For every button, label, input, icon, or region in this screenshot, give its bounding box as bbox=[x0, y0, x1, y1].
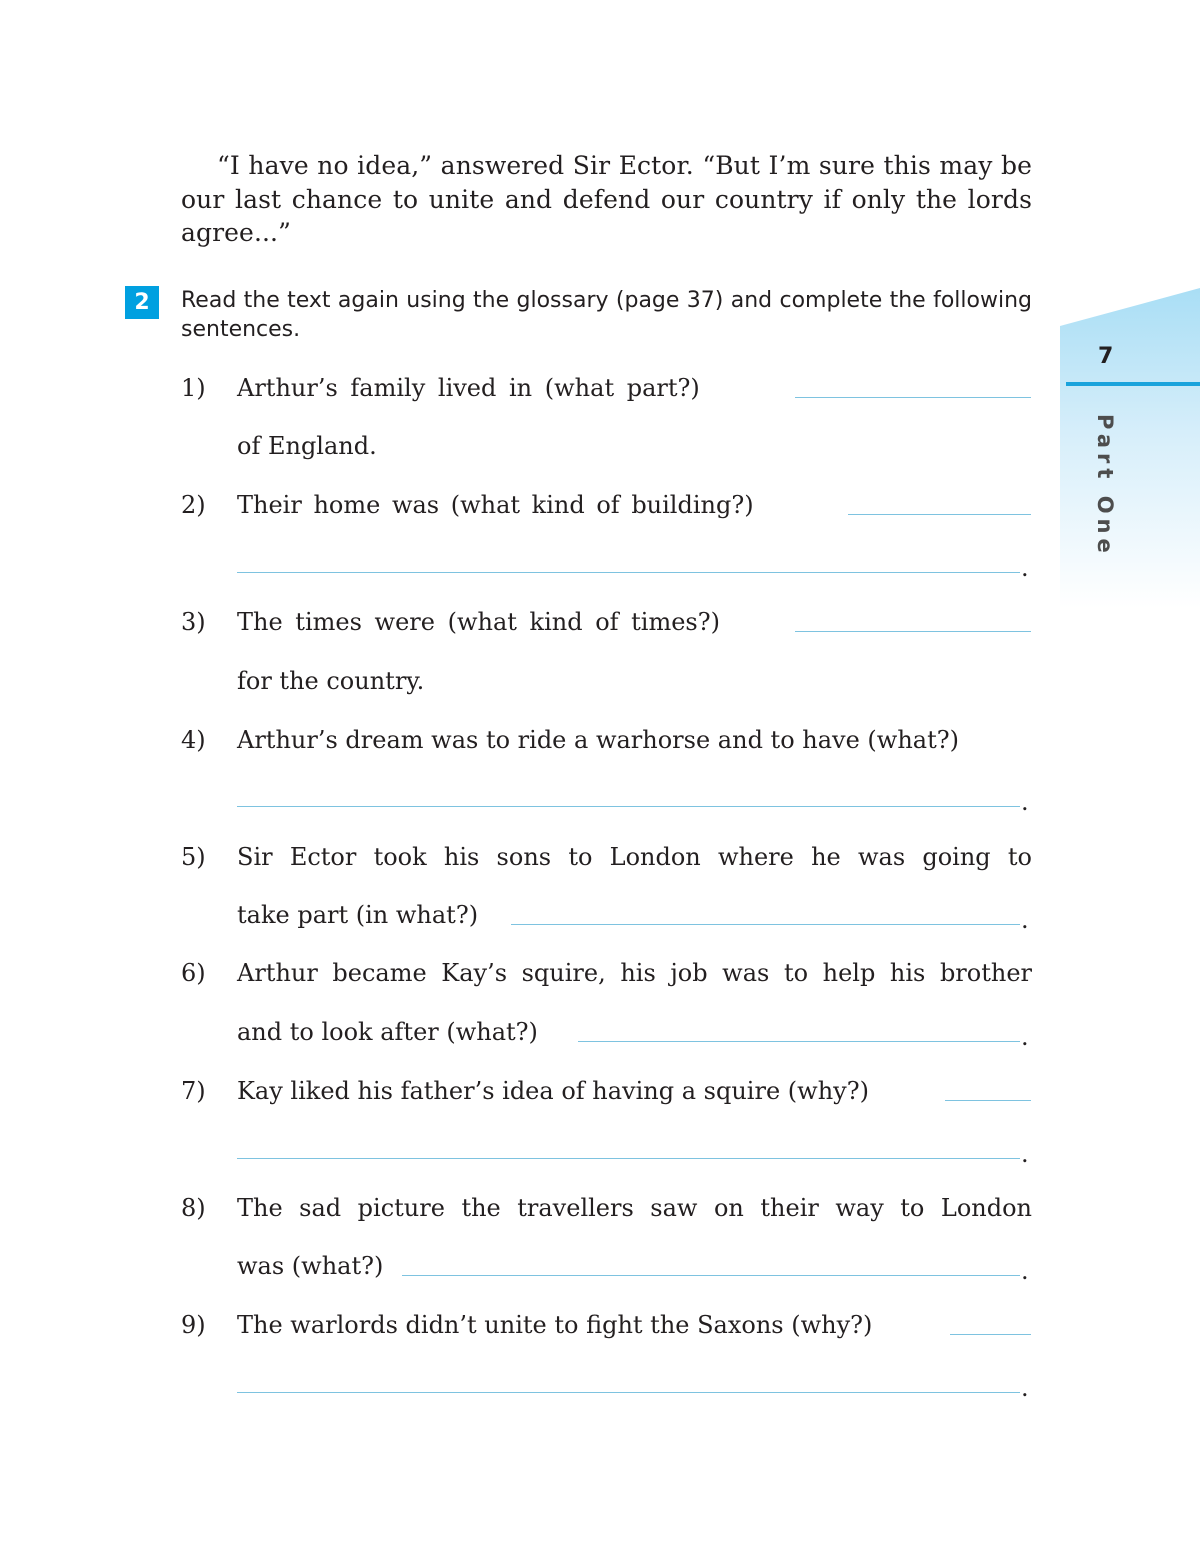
sentence-end: . bbox=[1021, 554, 1029, 582]
answer-blank[interactable] bbox=[237, 1392, 1020, 1393]
list-item bbox=[0, 1188, 1200, 1228]
item-text: Arthur became Kay’s squire, his job was to help his brother bbox=[237, 959, 1032, 987]
answer-blank[interactable] bbox=[848, 514, 1031, 515]
item-number: 4) bbox=[181, 726, 206, 754]
list-item bbox=[0, 1305, 1200, 1345]
item-number: 7) bbox=[181, 1077, 206, 1105]
item-number: 9) bbox=[181, 1311, 206, 1339]
list-item-continuation bbox=[0, 661, 1200, 701]
sentence-end: . bbox=[1021, 906, 1029, 934]
answer-blank[interactable] bbox=[511, 924, 1020, 925]
answer-blank[interactable] bbox=[795, 397, 1031, 398]
item-text: The warlords didn’t unite to fight the Saxons (why?) bbox=[237, 1311, 873, 1339]
item-text: Sir Ector took his sons to London where he was going to bbox=[237, 843, 1032, 871]
list-item-continuation bbox=[0, 1246, 1200, 1286]
item-number: 1) bbox=[181, 374, 206, 402]
list-item bbox=[0, 485, 1200, 525]
item-text: and to look after (what?) bbox=[237, 1018, 538, 1046]
item-text: Arthur’s dream was to ride a warhorse and to have (what?) bbox=[237, 726, 959, 754]
sentence-end: . bbox=[1021, 1140, 1029, 1168]
list-item-continuation bbox=[0, 426, 1200, 466]
item-text: The times were (what kind of times?) bbox=[237, 608, 720, 636]
list-item bbox=[0, 720, 1200, 760]
list-item bbox=[0, 602, 1200, 642]
item-text: take part (in what?) bbox=[237, 901, 479, 929]
list-item-continuation bbox=[0, 1012, 1200, 1052]
list-item bbox=[0, 837, 1200, 877]
list-item bbox=[0, 368, 1200, 408]
answer-blank[interactable] bbox=[402, 1275, 1020, 1276]
item-text: of England. bbox=[237, 432, 377, 460]
list-item-continuation bbox=[0, 895, 1200, 935]
page-number: 7 bbox=[1098, 344, 1114, 369]
answer-blank[interactable] bbox=[237, 572, 1020, 573]
answer-blank[interactable] bbox=[795, 631, 1031, 632]
item-number: 2) bbox=[181, 491, 206, 519]
list-item bbox=[0, 1071, 1200, 1111]
answer-blank[interactable] bbox=[950, 1334, 1031, 1335]
sentence-end: . bbox=[1021, 1257, 1029, 1285]
answer-blank[interactable] bbox=[237, 1158, 1020, 1159]
item-text: was (what?) bbox=[237, 1252, 384, 1280]
answer-blank[interactable] bbox=[945, 1100, 1031, 1101]
list-item bbox=[0, 953, 1200, 993]
quote-paragraph: “I have no idea,” answered Sir Ector. “But I’m sure this may be our last chance to unite and defend our country if only the lords agree...” bbox=[181, 151, 1032, 247]
sentence-end: . bbox=[1021, 1023, 1029, 1051]
section-label: Part One bbox=[1093, 414, 1117, 558]
sentence-end: . bbox=[1021, 788, 1029, 816]
sentence-end: . bbox=[1021, 1374, 1029, 1402]
exercise-instruction: Read the text again using the glossary (page 37) and complete the following sentences. bbox=[181, 288, 1032, 342]
item-text: Their home was (what kind of building?) bbox=[237, 491, 754, 519]
item-number: 6) bbox=[181, 959, 206, 987]
answer-blank[interactable] bbox=[578, 1041, 1020, 1042]
item-number: 5) bbox=[181, 843, 206, 871]
item-text: for the country. bbox=[237, 667, 425, 695]
item-number: 3) bbox=[181, 608, 206, 636]
answer-blank[interactable] bbox=[237, 806, 1020, 807]
item-text: Kay liked his father’s idea of having a squire (why?) bbox=[237, 1077, 869, 1105]
item-text: Arthur’s family lived in (what part?) bbox=[237, 374, 700, 402]
item-number: 8) bbox=[181, 1194, 206, 1222]
item-text: The sad picture the travellers saw on their way to London bbox=[237, 1194, 1032, 1222]
exercise-number-badge: 2 bbox=[125, 286, 159, 319]
